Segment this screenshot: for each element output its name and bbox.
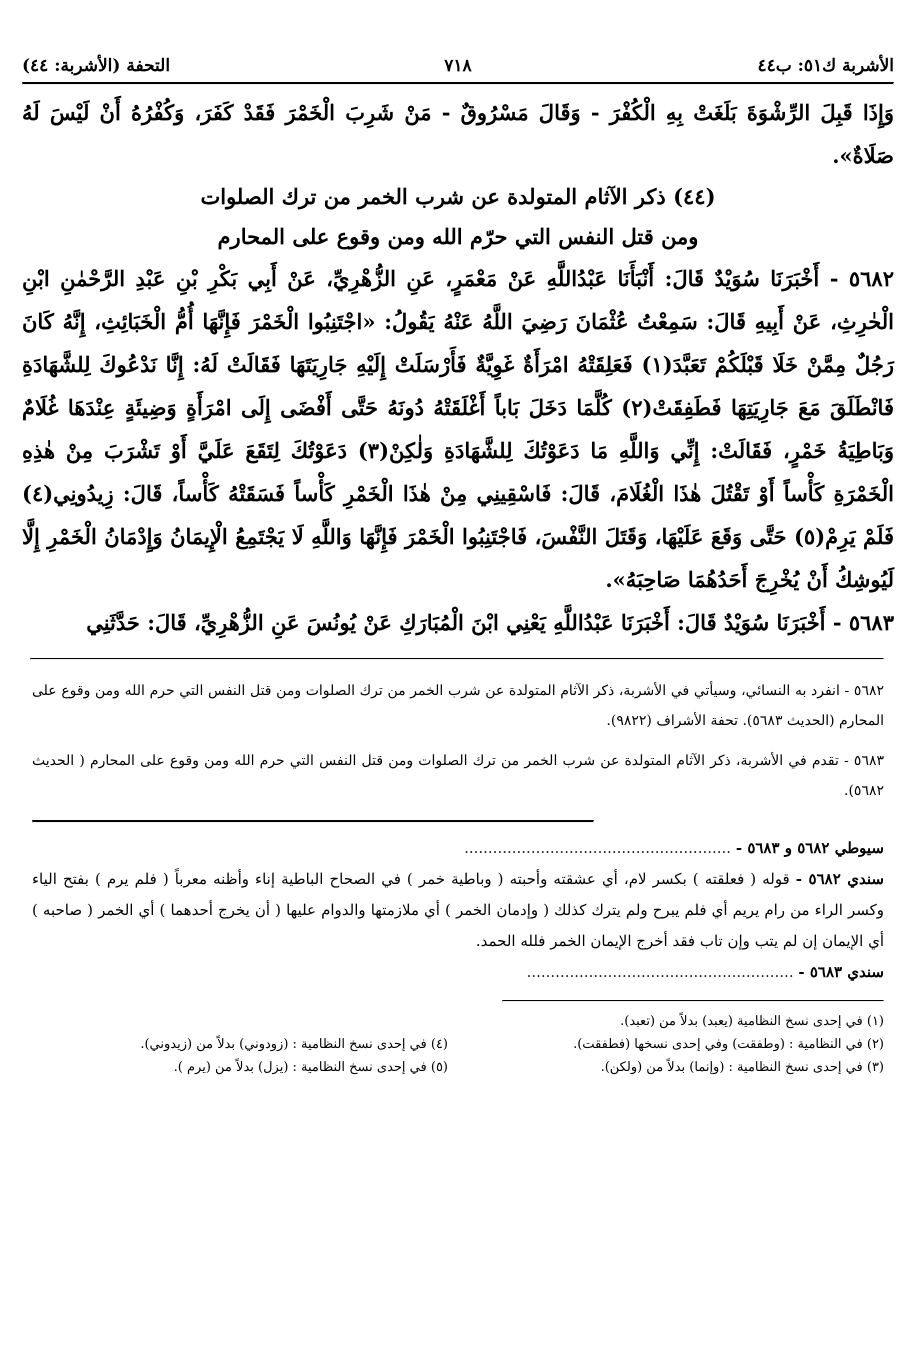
hadith-5682 <box>22 257 894 601</box>
footnote-3: (٣) في إحدى نسخ النظامية : (وإنما) بدلاً من (ولكن). <box>600 1060 884 1075</box>
takhrij-notes <box>22 676 894 806</box>
book-page <box>22 44 894 1079</box>
hadith-number: ٥٦٨٢ - <box>819 266 894 291</box>
hadith-text: أَخْبَرَنَا سُوَيْدٌ قَالَ: أَخْبَرَنَا عَبْدُاللَّهِ يَعْنِي ابْنَ الْمُبَارَكِ عَنْ يُونُسَ عَنِ الزُّهْرِيِّ، قَالَ: حَدَّثَنِي <box>86 610 826 635</box>
commentary-section <box>22 833 894 988</box>
suyuti-label: سيوطي ٥٦٨٢ و ٥٦٨٣ - <box>735 839 884 857</box>
main-text <box>22 91 894 644</box>
footnote-empty <box>32 1010 448 1033</box>
sindi-5683 <box>32 957 884 988</box>
footnote-4: (٤) في إحدى نسخ النظامية : (زودوني) بدلاً من (زيدوني). <box>140 1037 448 1052</box>
note-5683: ٥٦٨٣ - تقدم في الأشربة، ذكر الآثام المتولدة عن شرب الخمر من ترك الصلوات ومن قتل النفس التي حرم الله ومن وقوع على المحارم ( الحديث ٥٦٨٢). <box>32 753 884 799</box>
suyuti-line <box>32 833 884 864</box>
page-number: ٧١٨ <box>444 56 472 76</box>
footnote-2: (٢) في النظامية : (وطفقت) وفي إحدى نسخها (فطفقت). <box>573 1037 884 1052</box>
hadith-text: أَخْبَرَنَا سُوَيْدٌ قَالَ: أَنْبَأَنَا عَبْدُاللَّهِ عَنْ مَعْمَرٍ، عَنِ الزُّهْرِيِّ، عَنْ أَبِي بَكْرِ بْنِ عَبْدِ الرَّحْمٰنِ ابْنِ الْحٰرِثِ، عَنْ أَبِيهِ قَالَ: سَمِعْتُ عُثْمَانَ رَضِيَ اللَّهُ عَنْهُ يَقُولُ: «اجْتَنِبُوا الْخَمْرَ فَإِنَّهَا أُمُّ الْخَبَائِثِ، إِنَّهُ كَانَ رَجُلٌ مِمَّنْ خَلَا قَبْلَكُمْ تَعَبَّدَ(١) فَعَلِقَتْهُ امْرَأَةٌ غَوِيَّةٌ فَأَرْسَلَتْ إِلَيْهِ جَارِيَتَهَا فَقَالَتْ لَهُ: إِنَّا نَدْعُوكَ لِلشَّهَادَةِ فَانْطَلَقَ مَعَ جَارِيَتِهَا فَطَفِقَتْ(٢) كُلَّمَا دَخَلَ بَاباً أَغْلَقَتْهُ دُونَهُ حَتَّى أَفْضَى إِلَى امْرَأَةٍ وَضِيئَةٍ عِنْدَهَا غُلَامٌ وَبَاطِيَةُ خَمْرٍ، فَقَالَتْ: إِنِّي وَاللَّهِ مَا دَعَوْتُكَ لِلشَّهَادَةِ وَلٰكِنْ(٣) دَعَوْتُكَ لِتَقَعَ عَلَيَّ أَوْ تَشْرَبَ مِنْ هٰذِهِ الْخَمْرَةِ كَأْساً أَوْ تَقْتُلَ هٰذَا الْغُلَامَ، قَالَ: فَاسْقِينِي مِنْ هٰذَا الْخَمْرِ كَأْساً فَسَقَتْهُ كَأْساً، قَالَ: زِيدُونِي(٤) فَلَمْ يَرِمْ(٥) حَتَّى وَقَعَ عَلَيْهَا، وَقَتَلَ النَّفْسَ، فَاجْتَنِبُوا الْخَمْرَ فَإِنَّهَا وَاللَّهِ لَا يَجْتَمِعُ الْإِيمَانُ وَإِدْمَانُ الْخَمْرِ إِلَّا لَيُوشِكُ أَنْ يُخْرِجَ أَحَدُهُمَا صَاحِبَهُ». <box>22 266 894 592</box>
dotted-leader: ........................................................ <box>464 839 732 857</box>
intro-paragraph: وَإِذَا قَبِلَ الرِّشْوَةَ بَلَغَتْ بِهِ الْكُفْرَ - وَقَالَ مَسْرُوقٌ - مَنْ شَرِبَ الْخَمْرَ فَقَدْ كَفَرَ، وَكُفْرُهُ أَنْ لَيْسَ لَهُ صَلَاةٌ». <box>22 100 894 168</box>
sindi-5682-label: سندي ٥٦٨٢ - <box>795 870 884 888</box>
footnote-1: (١) في إحدى نسخ النظامية (يعبد) بدلاً من (تعبد). <box>620 1014 884 1029</box>
sindi-5682 <box>32 864 884 957</box>
footnote-rule <box>502 1000 884 1002</box>
header-rule <box>22 82 894 85</box>
note-5682: ٥٦٨٢ - انفرد به النسائي، وسيأتي في الأشربة، ذكر الآثام المتولدة عن شرب الخمر من ترك الصلوات ومن قتل النفس التي حرم الله ومن وقوع على المحارم (الحديث ٥٦٨٣). تحفة الأشراف (٩٨٢٢). <box>32 683 884 729</box>
footnote-5: (٥) في إحدى نسخ النظامية : (يزل) بدلاً من (يرم ). <box>173 1060 448 1075</box>
footnotes <box>22 1010 894 1079</box>
sindi-5683-label: سندي ٥٦٨٣ - <box>798 963 884 981</box>
chapter-heading-line-1: (٤٤) ذكر الآثام المتولدة عن شرب الخمر من ترك الصلوات <box>200 184 716 209</box>
chapter-heading-line-2: ومن قتل النفس التي حرّم الله ومن وقوع على المحارم <box>217 224 699 249</box>
dotted-leader: ........................................................ <box>526 963 794 981</box>
commentary-rule <box>32 820 594 823</box>
hadith-5683 <box>22 601 894 644</box>
header-chapter-ref: الأشربة ك٥١: ب٤٤ <box>757 56 894 76</box>
header-tuhfa-ref: التحفة (الأشربة: ٤٤) <box>22 56 171 76</box>
page-header <box>22 44 894 82</box>
notes-rule <box>30 658 884 660</box>
sindi-5682-text: قوله ( فعلقته ) بكسر لام، أي عشقته وأحبته ( وباطية خمر ) في الصحاح الباطية إناء وأظنه معرباً ( فلم يرم ) بفتح الياء وكسر الراء من رام يريم أي فلم يبرح ولم يترك كذلك ( وإدمان الخمر ) أي ملازمتها والدوام عليها ( أن يخرج أحدهما ) أي الخمر ( صاحبه ) أي الإيمان إن لم يتب وإن تاب فقد أخرج الإيمان الخمر فلله الحمد. <box>32 870 884 950</box>
hadith-number: ٥٦٨٣ - <box>825 610 894 635</box>
